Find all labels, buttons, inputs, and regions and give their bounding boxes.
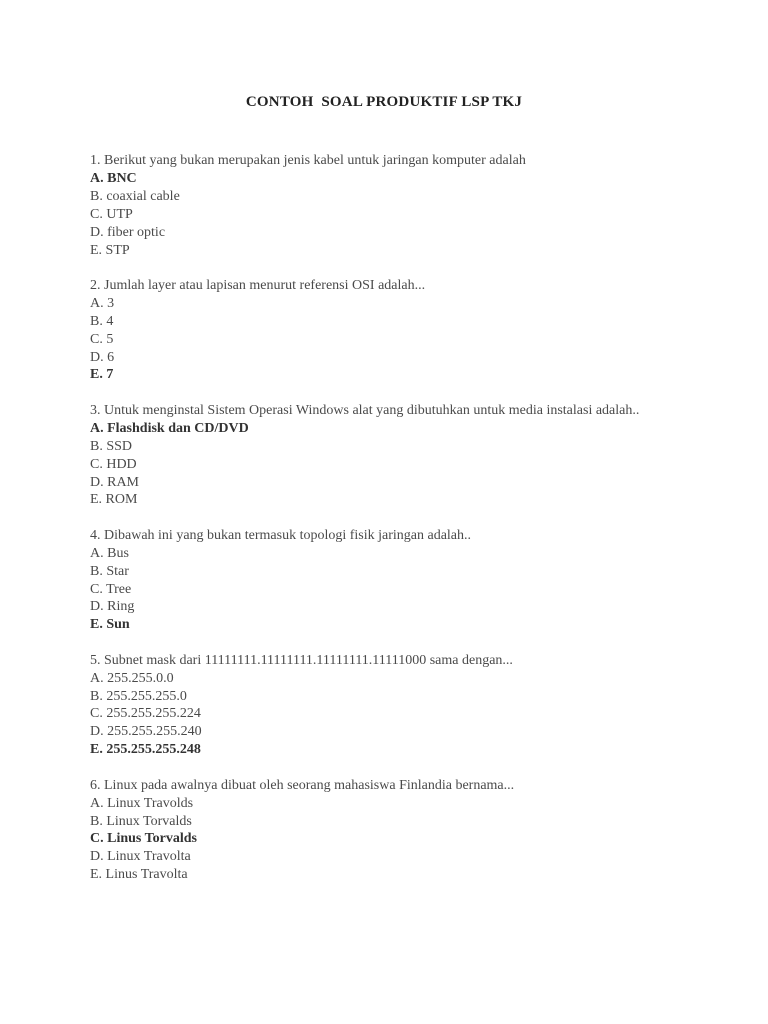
question-3 [90,402,650,509]
question-5 [90,652,650,759]
answer-option: E. STP [90,242,130,258]
answer-option: C. Tree [90,581,132,597]
question-4 [90,527,650,634]
answer-option: E. Linus Travolta [90,867,188,883]
question-text: 1. Berikut yang bukan merupakan jenis kabel untuk jaringan komputer adalah [90,153,526,168]
answer-option: D. RAM [90,474,140,490]
answer-option: C. 255.255.255.224 [90,706,201,722]
answer-option: A. Bus [90,545,129,561]
answer-option: A. Linux Travolds [90,795,194,811]
answer-option: D. 255.255.255.240 [90,724,202,740]
question-text: 5. Subnet mask dari 11111111.11111111.11111111.11111000 sama dengan... [90,652,513,668]
answer-option: B. SSD [90,438,133,454]
answer-option: C. HDD [90,456,137,472]
answer-option-correct: A. Flashdisk dan CD/DVD [90,420,249,436]
answer-option: A. 3 [90,295,115,311]
document-title: CONTOH SOAL PRODUKTIF LSP TKJ [245,94,523,110]
answer-option: B. Star [90,563,129,579]
answer-option: D. Ring [90,599,135,615]
question-text: 3. Untuk menginstal Sistem Operasi Windows alat yang dibutuhkan untuk media instalasi adalah.. [90,402,640,418]
answer-option: A. 255.255.0.0 [90,670,174,686]
answer-option: B. 4 [90,313,114,329]
question-text: 2. Jumlah layer atau lapisan menurut referensi OSI adalah... [90,277,426,293]
answer-option-correct: E. 255.255.255.248 [90,742,201,758]
answer-option: E. ROM [90,492,138,508]
question-list [90,152,650,902]
answer-option: B. Linux Torvalds [90,813,192,829]
answer-option-correct: C. Linus Torvalds [90,831,197,847]
answer-option: B. 255.255.255.0 [90,688,187,704]
answer-option: D. fiber optic [90,224,166,240]
question-text: 4. Dibawah ini yang bukan termasuk topologi fisik jaringan adalah.. [90,527,472,543]
answer-option: D. Linux Travolta [90,849,191,865]
answer-option: C. 5 [90,331,114,347]
question-1 [90,152,650,259]
question-text: 6. Linux pada awalnya dibuat oleh seorang mahasiswa Finlandia bernama... [90,777,515,793]
answer-option: B. coaxial cable [90,188,180,204]
answer-option: C. UTP [90,206,133,222]
answer-option-correct: E. 7 [90,367,114,383]
question-6 [90,777,650,884]
question-2 [90,277,650,384]
answer-option: D. 6 [90,349,115,365]
answer-option-correct: A. BNC [90,170,137,186]
answer-option-correct: E. Sun [90,617,130,633]
